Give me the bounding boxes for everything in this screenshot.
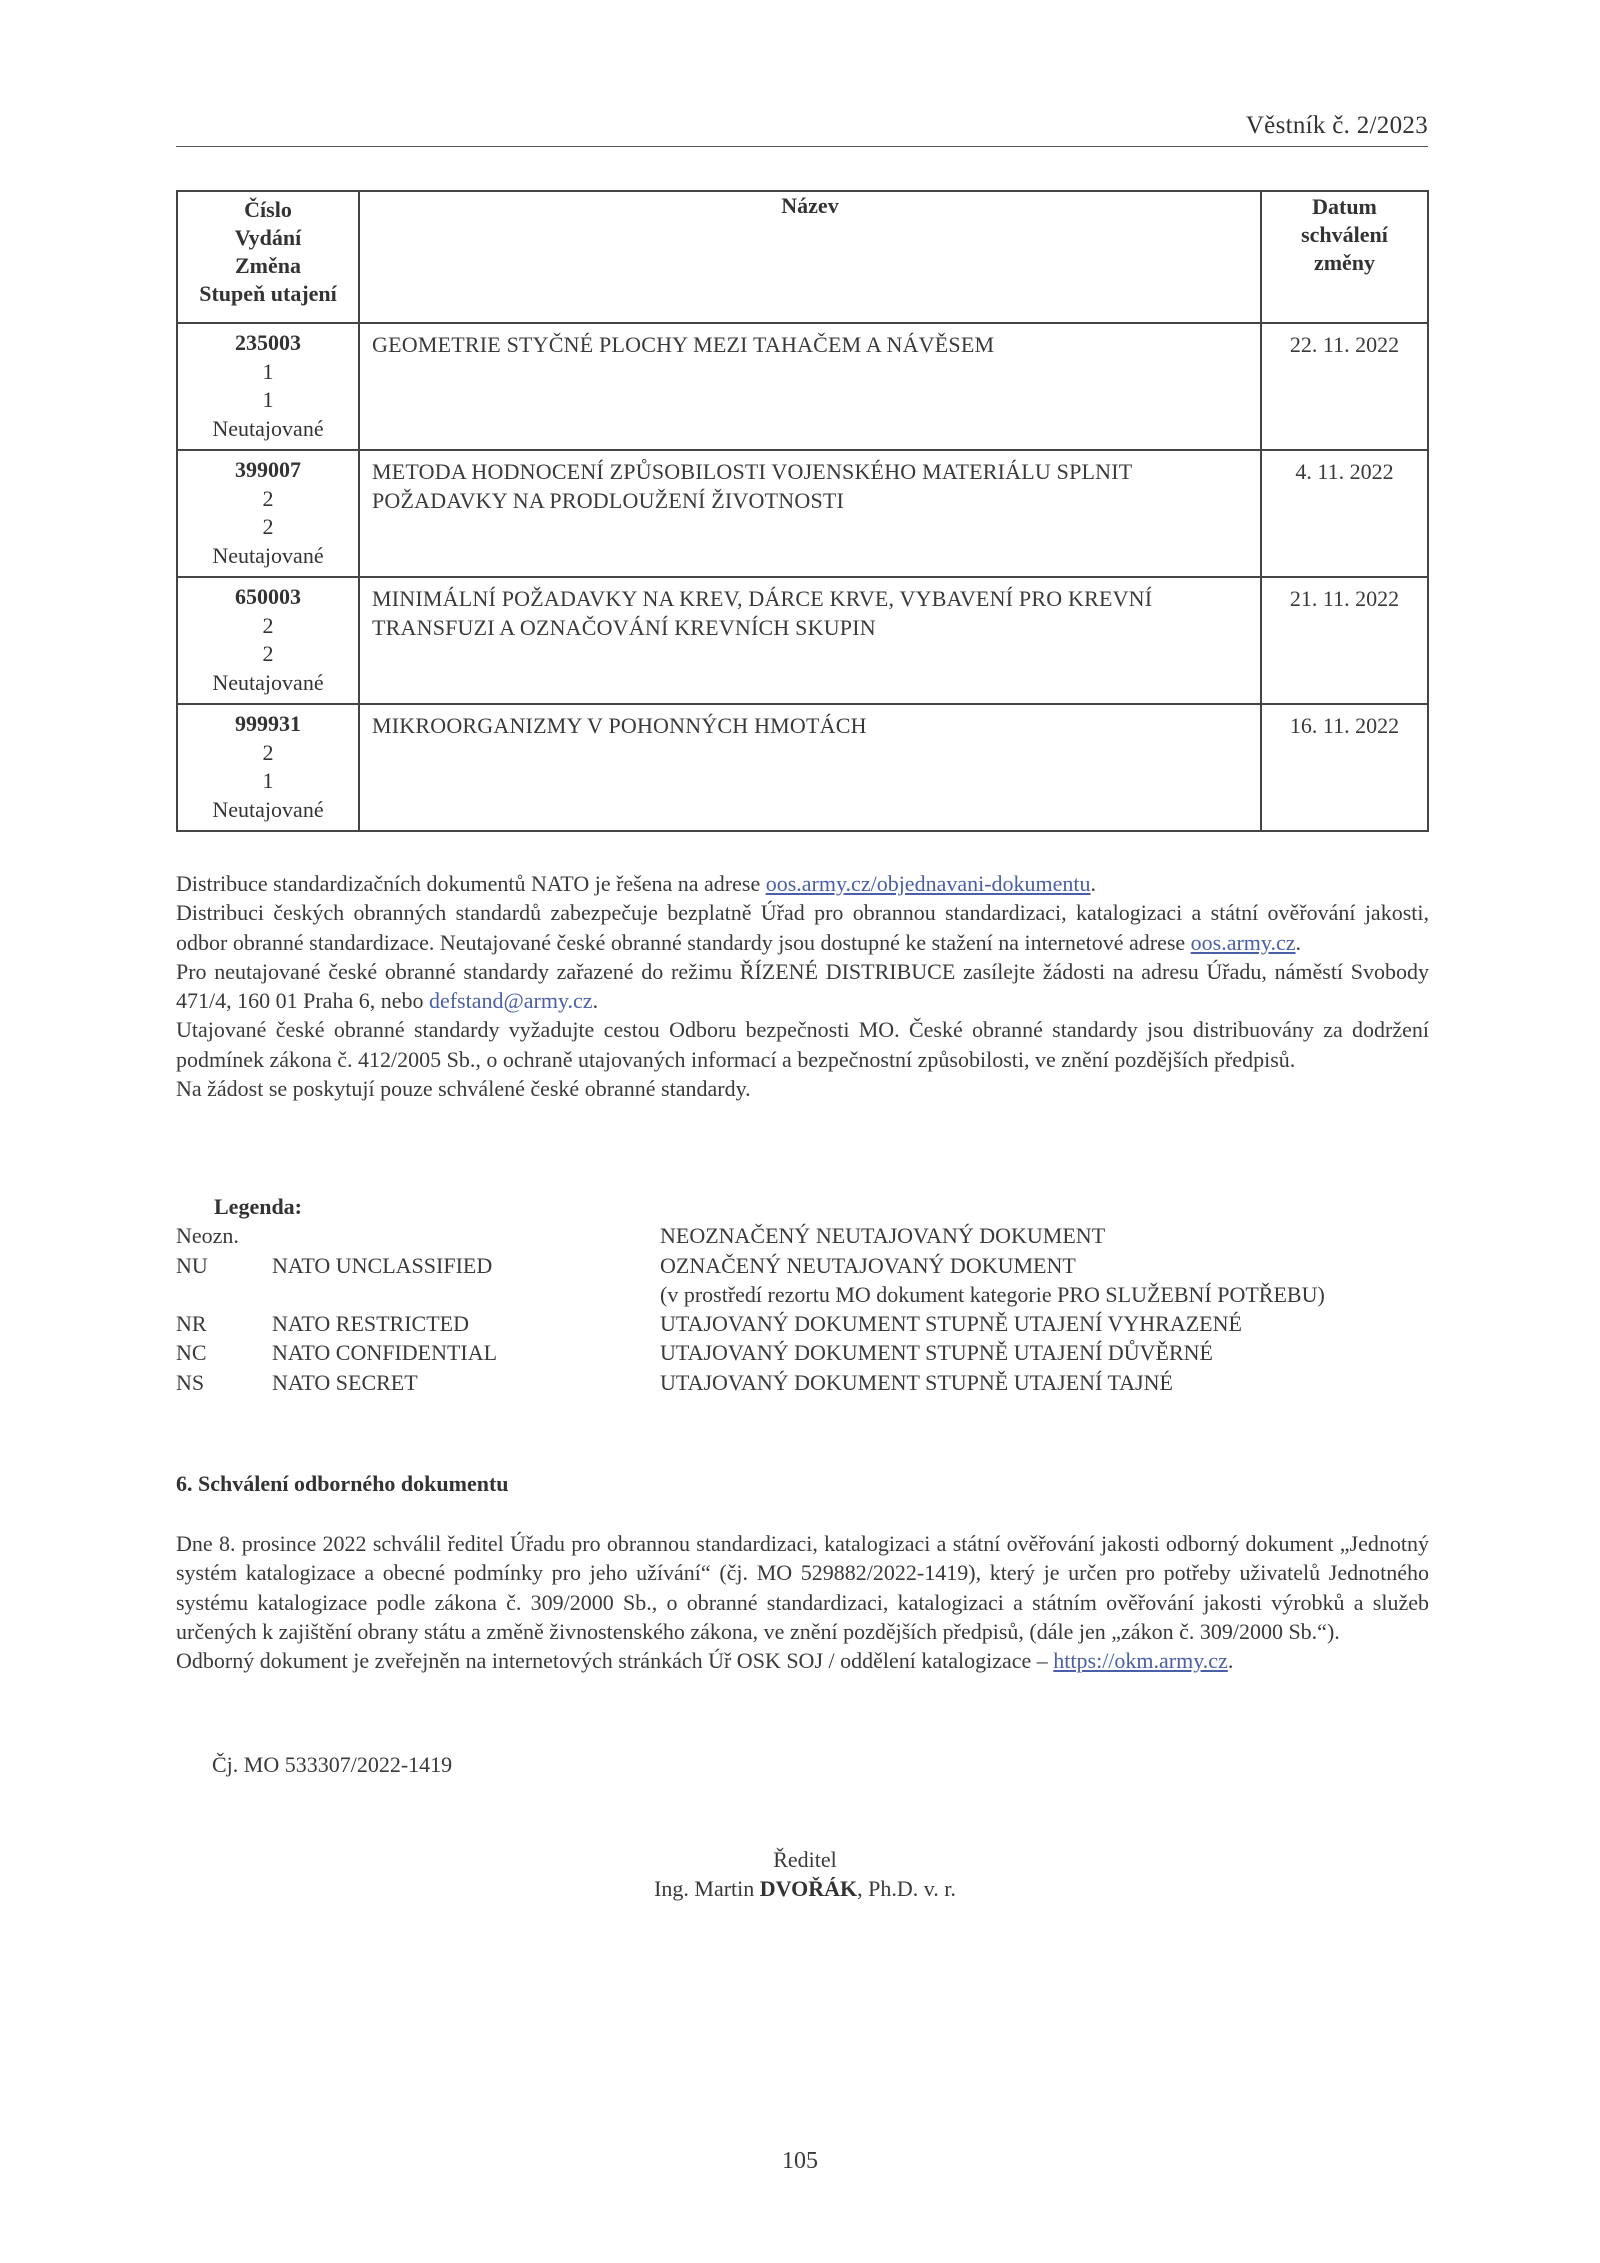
legend-desc: UTAJOVANÝ DOKUMENT STUPNĚ UTAJENÍ VYHRAZENÉ — [660, 1311, 1242, 1337]
table-row — [177, 704, 1428, 831]
period: . — [592, 988, 599, 1014]
period: . — [1090, 871, 1097, 896]
header-date-cell — [1261, 191, 1428, 323]
okm-link[interactable]: https://okm.army.cz — [1053, 1648, 1228, 1674]
legend-key: NR — [176, 1311, 207, 1337]
period: . — [1295, 929, 1302, 955]
legend-desc: OZNAČENÝ NEUTAJOVANÝ DOKUMENT — [660, 1252, 1076, 1278]
header-stupen: Stupeň utajení — [199, 281, 337, 306]
surname: DVOŘÁK — [759, 1876, 858, 1902]
approval-paragraph: Dne 8. prosince 2022 schválil ředitel Úřadu pro obrannou standardizaci, katalogizaci a státní ověřování jakosti odborný dokument „Jednotný systém katalogizace a obecné podmínky pro jeho užívání“ (čj. MO 529882/2022-1419), který je určen pro potřeby uživatelů Jednotného systému katalogizace podle zákona č. 309/2000 Sb., o obranné standardizaci, katalogizaci a státním ověřování jakosti výrobků a služeb určených k zajištění obrany státu a změně živnostenského zákona, ve znění pozdějších předpisů, (dále jen „zákon č. 309/2000 Sb.“). — [176, 1531, 1429, 1644]
signature-block — [560, 1845, 1050, 1904]
table-header-row — [177, 191, 1428, 323]
approval-date: 16. 11. 2022 — [1261, 704, 1428, 831]
legend-row — [176, 1309, 1429, 1338]
legend-row — [176, 1368, 1429, 1397]
standard-title: GEOMETRIE STYČNÉ PLOCHY MEZI TAHAČEM A NÁVĚSEM — [359, 323, 1261, 450]
publication-paragraph — [176, 1646, 1429, 1675]
oos-link[interactable]: oos.army.cz — [1190, 929, 1296, 955]
standard-number: 999931 — [235, 711, 301, 736]
legend-desc: UTAJOVANÝ DOKUMENT STUPNĚ UTAJENÍ TAJNÉ — [660, 1369, 1173, 1395]
header-zmena: Změna — [235, 253, 301, 278]
legend — [176, 1192, 1429, 1397]
approval-date: 21. 11. 2022 — [1261, 577, 1428, 704]
legend-name: NATO CONFIDENTIAL — [272, 1340, 498, 1366]
table-row — [177, 323, 1428, 450]
controlled-distribution-paragraph — [176, 957, 1429, 1016]
edition: 2 — [262, 485, 274, 511]
reference-number: Čj. MO 533307/2022-1419 — [212, 1752, 453, 1777]
edition: 1 — [262, 358, 274, 384]
legend-title: Legenda: — [214, 1194, 302, 1219]
page-number: 105 — [782, 2148, 818, 2174]
header-nazev: Název — [359, 191, 1261, 323]
approval-date: 22. 11. 2022 — [1261, 323, 1428, 450]
legend-row — [176, 1280, 1429, 1309]
standards-table — [176, 190, 1429, 832]
legend-key: NU — [176, 1252, 208, 1278]
table-row — [177, 450, 1428, 577]
legend-desc: NEOZNAČENÝ NEUTAJOVANÝ DOKUMENT — [660, 1223, 1106, 1249]
standard-number: 235003 — [235, 330, 301, 355]
number-cell — [177, 323, 359, 450]
nato-ordering-link[interactable]: oos.army.cz/objednavani-dokumentu — [765, 871, 1091, 896]
section-heading: 6. Schválení odborného dokumentu — [176, 1471, 509, 1496]
legend-key: Neozn. — [176, 1223, 239, 1249]
legend-name: NATO UNCLASSIFIED — [272, 1252, 493, 1278]
edition: 2 — [262, 612, 274, 638]
header-number-cell — [177, 191, 359, 323]
legend-name: NATO SECRET — [272, 1369, 418, 1395]
header-vydani: Vydání — [234, 225, 302, 250]
paragraph-text: Distribuci českých obranných standardů zabezpečuje bezplatně Úřad pro obrannou standardizaci, katalogizaci a státní ověřování jakosti, odbor obranné standardizace. Neutajované české obranné standardy jsou dostupné ke stažení na internetové adrese — [176, 900, 1429, 955]
standard-title: MINIMÁLNÍ POŽADAVKY NA KREV, DÁRCE KRVE, VYBAVENÍ PRO KREVNÍ TRANSFUZI A OZNAČOVÁNÍ KREVNÍCH SKUPIN — [359, 577, 1261, 704]
classification: Neutajované — [212, 796, 324, 822]
name-prefix: Ing. Martin — [654, 1876, 760, 1902]
distribution-text — [176, 869, 1429, 1103]
approved-only-paragraph: Na žádost se poskytují pouze schválené české obranné standardy. — [176, 1076, 751, 1102]
paragraph-text: Odborný dokument je zveřejněn na internetových stránkách Úř OSK SOJ / oddělení katalogizace – — [176, 1648, 1054, 1674]
legend-desc: (v prostředí rezortu MO dokument kategorie PRO SLUŽEBNÍ POTŘEBU) — [660, 1281, 1325, 1307]
legend-name: NATO RESTRICTED — [272, 1311, 469, 1337]
section-body — [176, 1529, 1429, 1675]
table-row — [177, 577, 1428, 704]
distribution-nato-paragraph — [176, 869, 1429, 898]
header-schvaleni: schválení — [1301, 222, 1388, 247]
paragraph-text: Pro neutajované české obranné standardy zařazené do režimu ŘÍZENÉ DISTRIBUCE zasílejte žádosti na adresu Úřadu, náměstí Svobody 471/4, 160 01 Praha 6, nebo — [176, 958, 1429, 1014]
header-cislo: Číslo — [244, 197, 292, 222]
edition: 2 — [262, 739, 274, 765]
period: . — [1227, 1648, 1234, 1674]
header-zmeny: změny — [1313, 250, 1376, 275]
classification: Neutajované — [212, 669, 324, 695]
signature-role: Ředitel — [773, 1847, 837, 1872]
number-cell — [177, 577, 359, 704]
legend-row — [176, 1338, 1429, 1367]
defstand-email-link[interactable]: defstand@army.cz — [428, 988, 593, 1014]
standard-number: 650003 — [235, 584, 301, 609]
classification: Neutajované — [212, 415, 324, 441]
number-cell — [177, 450, 359, 577]
amendment: 2 — [262, 641, 274, 666]
standard-title: METODA HODNOCENÍ ZPŮSOBILOSTI VOJENSKÉHO MATERIÁLU SPLNIT POŽADAVKY NA PRODLOUŽENÍ ŽIVOTNOSTI — [359, 450, 1261, 577]
running-header — [176, 112, 1428, 147]
approval-date: 4. 11. 2022 — [1261, 450, 1428, 577]
amendment: 1 — [262, 387, 274, 412]
classified-paragraph: Utajované české obranné standardy vyžadujte cestou Odboru bezpečnosti MO. České obranné standardy jsou distribuovány za dodržení podmínek zákona č. 412/2005 Sb., o ochraně utajovaných informací a bezpečnostní způsobilosti, ve znění pozdějších předpisů. — [176, 1017, 1429, 1072]
signature-name — [560, 1874, 1050, 1903]
name-suffix: , Ph.D. v. r. — [857, 1876, 956, 1902]
paragraph-text: Distribuce standardizačních dokumentů NATO je řešena na adrese — [176, 871, 766, 896]
legend-key: NC — [176, 1340, 207, 1366]
classification: Neutajované — [212, 542, 324, 568]
legend-row — [176, 1221, 1429, 1250]
header-datum: Datum — [1312, 194, 1377, 219]
legend-key: NS — [176, 1369, 205, 1395]
number-cell — [177, 704, 359, 831]
standard-number: 399007 — [235, 457, 301, 482]
standard-title: MIKROORGANIZMY V POHONNÝCH HMOTÁCH — [359, 704, 1261, 831]
amendment: 1 — [262, 768, 274, 793]
header-title: Věstník č. 2/2023 — [1245, 112, 1428, 139]
legend-desc: UTAJOVANÝ DOKUMENT STUPNĚ UTAJENÍ DŮVĚRNÉ — [660, 1340, 1213, 1366]
amendment: 2 — [262, 514, 274, 539]
distribution-czech-paragraph — [176, 898, 1429, 957]
legend-row — [176, 1251, 1429, 1280]
